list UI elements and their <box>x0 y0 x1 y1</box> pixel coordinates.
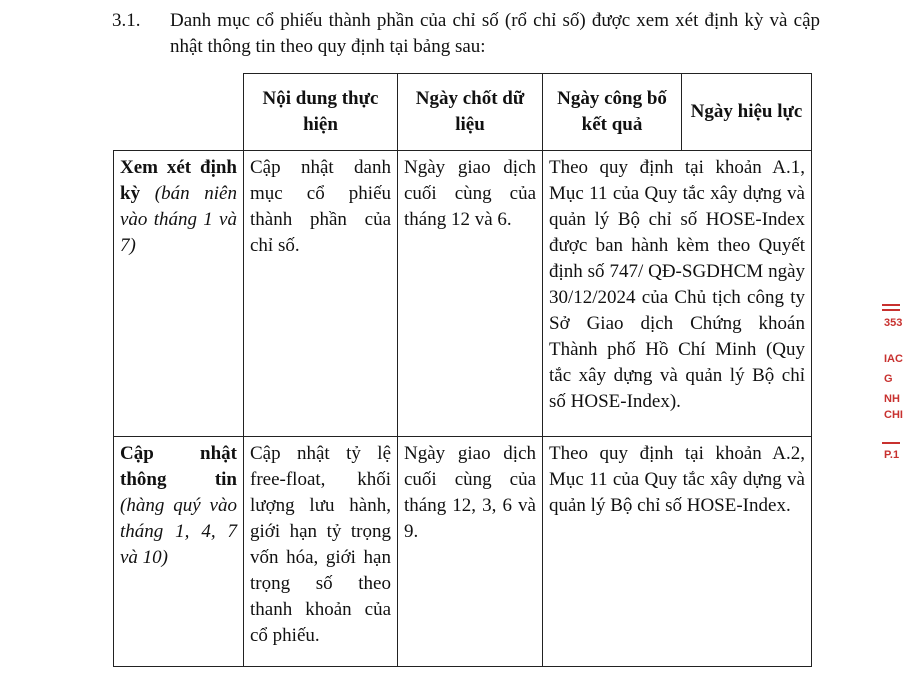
row-content: Cập nhật tỷ lệ free-float, khối lượng lưu hành, giới hạn tỷ trọng vốn hóa, giới hạn trọng số theo thanh khoản của cổ phiếu. <box>244 437 398 667</box>
table-header-row <box>114 74 812 151</box>
table-row <box>114 151 812 437</box>
table-row <box>114 437 812 667</box>
schedule-table <box>113 73 812 667</box>
header-content: Nội dung thực hiện <box>244 74 398 151</box>
stamp-text: CHI <box>884 409 903 421</box>
stamp-text: P.1 <box>884 449 900 461</box>
stamp-text: 353 <box>884 317 903 329</box>
header-empty <box>114 74 244 151</box>
stamp-text: G <box>884 373 893 385</box>
stamp-text: IAC <box>884 353 903 365</box>
stamp-text: NH <box>884 393 900 405</box>
row-cutoff: Ngày giao dịch cuối cùng của tháng 12 và 6. <box>398 151 543 437</box>
section-number: 3.1. <box>112 10 141 31</box>
header-effective-date: Ngày hiệu lực <box>682 74 812 151</box>
row-announce: Theo quy định tại khoản A.2, Mục 11 của Quy tắc xây dựng và quản lý Bộ chỉ số HOSE-Index. <box>543 437 812 667</box>
header-announce-date: Ngày công bố kết quả <box>543 74 682 151</box>
red-stamp-fragment <box>878 296 903 466</box>
row-announce: Theo quy định tại khoản A.1, Mục 11 của Quy tắc xây dựng và quản lý Bộ chỉ số HOSE-Index được ban hành kèm theo Quyết định số 747/ QĐ-SGDHCM ngày 30/12/2024 của Chủ tịch công ty Sở Giao dịch Chứng khoán Thành phố Hồ Chí Minh (Quy tắc xây dựng và quản lý Bộ chỉ số HOSE-Index). <box>543 151 812 437</box>
header-cutoff-date: Ngày chốt dữ liệu <box>398 74 543 151</box>
row-label-title: Cập nhật thông tin <box>120 443 237 490</box>
row-content: Cập nhật danh mục cổ phiếu thành phần của chỉ số. <box>244 151 398 437</box>
stamp-line <box>882 304 900 306</box>
row-label <box>114 151 244 437</box>
stamp-line <box>882 442 900 444</box>
row-label-title: Xem xét định kỳ <box>120 157 237 204</box>
row-cutoff: Ngày giao dịch cuối cùng của tháng 12, 3, 6 và 9. <box>398 437 543 667</box>
row-label-note: (bán niên vào tháng 1 và 7) <box>120 183 237 256</box>
row-label <box>114 437 244 667</box>
row-label-note: (hàng quý vào tháng 1, 4, 7 và 10) <box>120 495 237 568</box>
stamp-line <box>882 309 900 311</box>
section-text: Danh mục cổ phiếu thành phần của chỉ số (rổ chỉ số) được xem xét định kỳ và cập nhật thông tin theo quy định tại bảng sau: <box>170 10 820 57</box>
